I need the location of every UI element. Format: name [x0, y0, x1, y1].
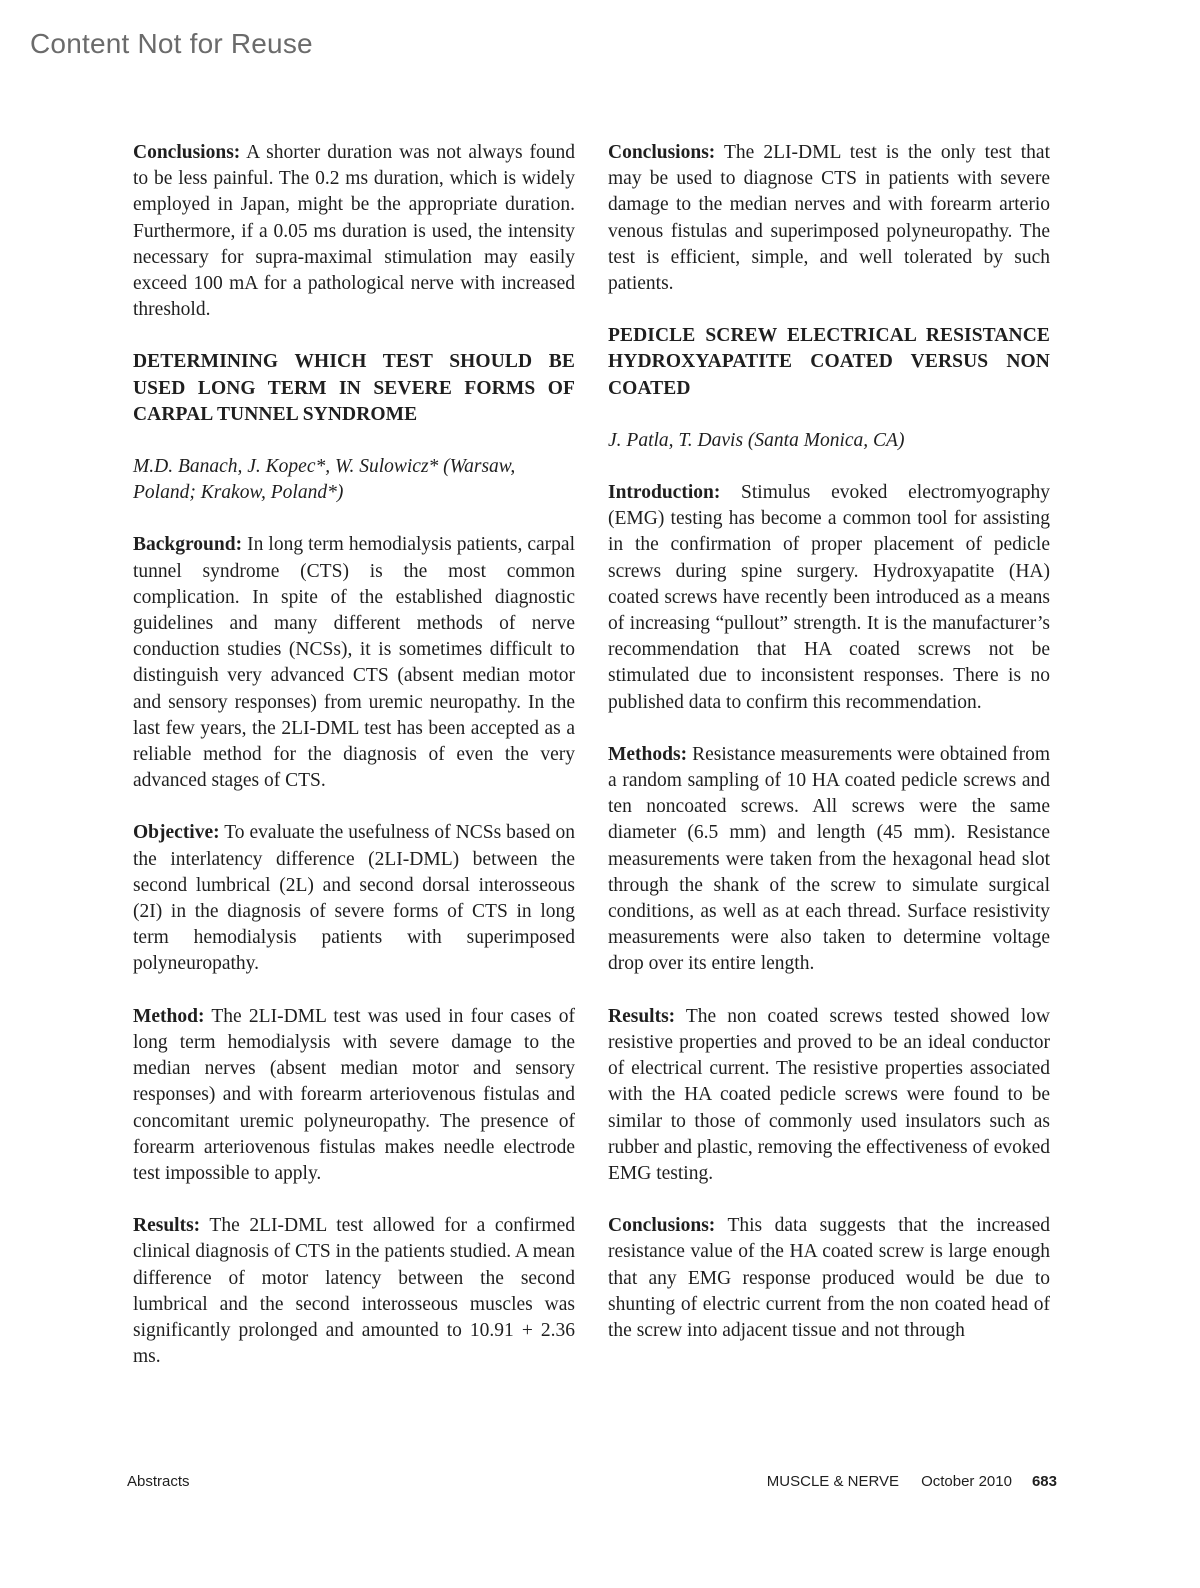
results-paragraph: [608, 1004, 1050, 1187]
footer-journal-info: [767, 1473, 1057, 1490]
paragraph-text: Stimulus evoked electromyography (EMG) testing has become a common tool for assisting in the confirmation of proper placement of pedicle screws during spine surgery. Hydroxyapatite (HA) coated screws have recently been introduced as a means of increasing “pullout” strength. It is the manufacturer’s recommendation that HA coated screws not be stimulated due to inconsistent responses. There is no published data to confirm this recommendation.: [608, 482, 1050, 713]
paragraph-text: Resistance measurements were obtained from a random sampling of 10 HA coated pedicle screws and ten noncoated screws. All screws were the same diameter (6.5 mm) and length (45 mm). Resistance measurements were taken from the hexagonal head slot through the shank of the screw to simulate surgical conditions, as well as at each thread. Surface resistivity measurements were also taken to determine voltage drop over its entire length.: [608, 743, 1050, 975]
left-column: [133, 140, 575, 1396]
abstract-authors: M.D. Banach, J. Kopec*, W. Sulowicz* (Warsaw, Poland; Krakow, Poland*): [133, 456, 516, 504]
introduction-paragraph: [608, 480, 1050, 716]
paragraph-label: Results:: [608, 1005, 676, 1027]
paragraph-label: Conclusions:: [608, 1215, 716, 1237]
paragraph-text: The 2LI-DML test was used in four cases of long term hemodialysis with severe damage to the median nerves (absent median motor and sensory responses) and with forearm arteriovenous fistulas and concomitant uremic polyneuropathy. The presence of forearm arteriovenous fistulas makes needle electrode test impossible to apply.: [133, 1005, 575, 1184]
paragraph-label: Objective:: [133, 822, 220, 844]
footer-journal: MUSCLE & NERVE: [766, 1473, 900, 1490]
paragraph-label: Methods:: [608, 743, 688, 765]
paragraph-label: Method:: [133, 1005, 205, 1027]
conclusions-paragraph: [133, 140, 575, 323]
page-number: 683: [1031, 1473, 1057, 1490]
method-paragraph: [133, 1004, 575, 1187]
abstract-authors: J. Patla, T. Davis (Santa Monica, CA): [608, 429, 905, 451]
abstract-title: DETERMINING WHICH TEST SHOULD BE USED LONG TERM IN SEVERE FORMS OF CARPAL TUNNEL SYNDROME: [133, 351, 575, 425]
watermark: Content Not for Reuse: [30, 28, 313, 59]
conclusions-paragraph: [608, 140, 1050, 297]
paragraph-text: The 2LI-DML test allowed for a confirmed clinical diagnosis of CTS in the patients studied. A mean difference of motor latency between the second lumbrical and the second interosseous muscles was significantly prolonged and amounted to 10.91 + 2.36 ms.: [133, 1215, 575, 1368]
footer-section-label: Abstracts: [127, 1473, 190, 1490]
paragraph-text: To evaluate the usefulness of NCSs based on the interlatency difference (2LI-DML) between the second lumbrical (2L) and second dorsal interosseous (2I) in the diagnosis of severe forms of CTS in long term hemodialysis patients with superimposed polyneuropathy.: [133, 822, 575, 975]
paragraph-text: The non coated screws tested showed low resistive properties and proved to be an ideal conductor of electrical current. The resistive properties associated with the HA coated pedicle screws were found to be similar to those of commonly used insulators such as rubber and plastic, removing the effectiveness of evoked EMG testing.: [608, 1005, 1050, 1184]
paragraph-text: A shorter duration was not always found to be less painful. The 0.2 ms duration, which is widely employed in Japan, might be the appropriate duration. Furthermore, if a 0.05 ms duration is used, the intensity necessary for supra-maximal stimulation may easily exceed 100 mA for a pathological nerve with increased threshold.: [133, 142, 575, 321]
paragraph-text: The 2LI-DML test is the only test that may be used to diagnose CTS in patients with severe damage to the median nerves and with forearm arterio venous fistulas and superimposed polyneuropathy. The test is efficient, simple, and well tolerated by such patients.: [608, 142, 1050, 295]
right-column: [608, 140, 1050, 1370]
conclusions-paragraph: [608, 1213, 1050, 1344]
paragraph-text: This data suggests that the increased resistance value of the HA coated screw is large enough that any EMG response produced would be due to shunting of electric current from the non coated head of the screw into adjacent tissue and not through: [608, 1215, 1050, 1341]
methods-paragraph: [608, 742, 1050, 978]
results-paragraph: [133, 1213, 575, 1370]
paragraph-text: In long term hemodialysis patients, carpal tunnel syndrome (CTS) is the most common complication. In spite of the established diagnostic guidelines and many different methods of nerve conduction studies (NCSs), it is sometimes difficult to distinguish very advanced CTS (absent median motor and sensory responses) from uremic neuropathy. In the last few years, the 2LI-DML test has been accepted as a reliable method for the diagnosis of even the very advanced stages of CTS.: [133, 534, 575, 792]
objective-paragraph: [133, 820, 575, 977]
paragraph-label: Conclusions:: [608, 142, 716, 163]
paragraph-label: Results:: [133, 1215, 201, 1237]
abstract-title: PEDICLE SCREW ELECTRICAL RESISTANCE HYDROXYAPATITE COATED VERSUS NON COATED: [608, 325, 1050, 399]
background-paragraph: [133, 532, 575, 794]
paragraph-label: Conclusions:: [133, 142, 241, 163]
paragraph-label: Background:: [133, 534, 243, 556]
footer-date: October 2010: [921, 1473, 1012, 1490]
paragraph-label: Introduction:: [608, 482, 721, 504]
